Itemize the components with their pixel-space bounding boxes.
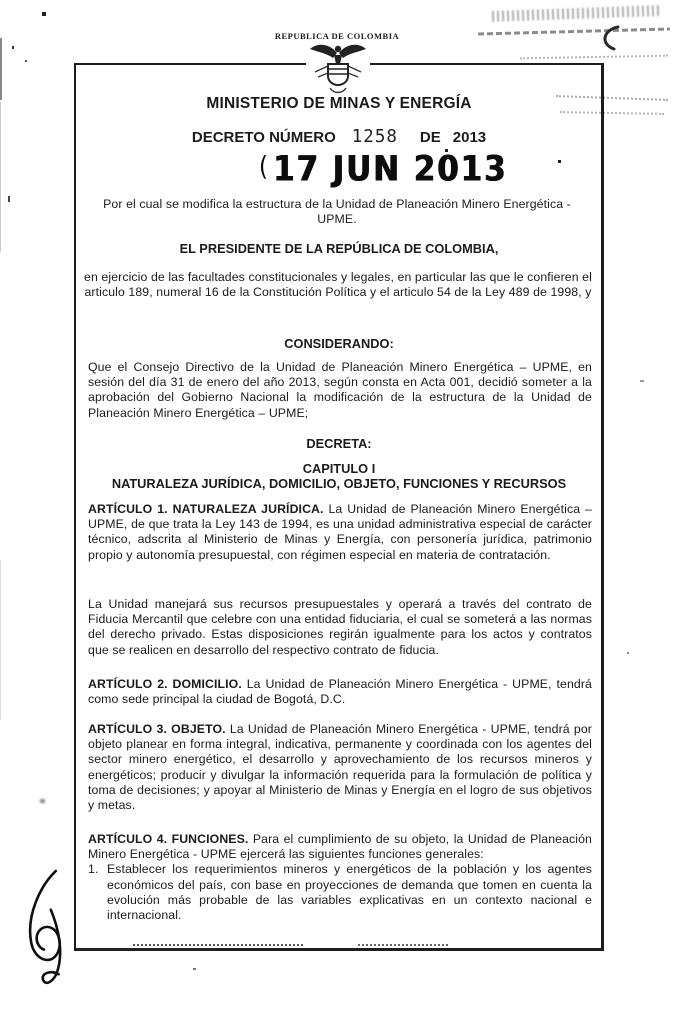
- ministry-title: MINISTERIO DE MINAS Y ENERGÍA: [206, 95, 472, 112]
- article-3-label: ARTÍCULO 3. OBJETO.: [88, 722, 226, 736]
- faded-stamp-line: [520, 55, 668, 60]
- decree-subject: Por el cual se modifica la estructura de la Unidad de Planeación Minero Energética - UPME.: [103, 197, 571, 227]
- ink-speck: [8, 196, 10, 202]
- ink-speck: [12, 46, 14, 49]
- faded-stamp-smudge: [492, 5, 660, 22]
- decree-of: DE: [419, 129, 441, 146]
- article-1-text: La Unidad de Planeación Minero Energética – UPME, de que trata la Ley 143 de 1994, es una unidad administrativa especial de carácter técnico, adscrita al Ministerio de Minas y Energía, con personería jurídica, patrimonio propio y autonomía presupuestal, con régimen especial en materia de contratación.: [88, 502, 592, 562]
- dotted-border-overlay: [358, 944, 448, 946]
- president-heading: EL PRESIDENTE DE LA REPÚBLICA DE COLOMBIA,: [179, 241, 499, 256]
- article-1-label: ARTÍCULO 1. NATURALEZA JURÍDICA.: [88, 502, 324, 516]
- ink-speck: [42, 12, 46, 16]
- article-3-text: La Unidad de Planeación Minero Energética - UPME, tendrá por objeto planear en forma integral, indicativa, permanente y coordinada con los agentes del sector minero energético, el desarrollo y aprovechamiento de los recursos mineros y energéticos; producir y divulgar la información requerida para la formulación de política y toma de decisiones; y apoyar al Ministerio de Minas y Energía en el logro de sus objetivos y metas.: [88, 722, 592, 813]
- scan-edge-line: [0, 102, 1, 252]
- decreta-heading: DECRETA:: [306, 436, 372, 451]
- ink-speck: [627, 652, 629, 654]
- thick-border-segment: [75, 948, 215, 951]
- decree-prefix: DECRETO NÚMERO: [191, 129, 336, 146]
- article-1-paragraph-2: La Unidad manejará sus recursos presupuestales y operará a través del contrato de Fiducia Mercantil que celebre con una entidad fiduciaria, el cual se someterá a las normas del derecho privado. Estas disposiciones regirán igualmente para los actos y contratos que se realicen en desarrollo del respectivo contrato de fiducia.: [88, 597, 592, 657]
- article-2-text: La Unidad de Planeación Minero Energética - UPME, tendrá como sede principal la ciudad de Bogotá, D.C.: [88, 677, 592, 707]
- chapter-label: CAPITULO I: [302, 461, 376, 476]
- condor-emblem-icon: [306, 40, 370, 98]
- coat-of-arms-icon: [306, 40, 370, 98]
- considering-heading: CONSIDERANDO:: [284, 336, 394, 351]
- considering-paragraph: Que el Consejo Directivo de la Unidad de Planeación Minero Energética – UPME, en sesión del día 31 de enero del año 2013, según consta en Acta 001, decidió someter a la aprobación del Gobierno Nacional la modificación de la estructura de la Unidad de Planeación Minero Energética – UPME;: [88, 360, 592, 420]
- list-item-number: 1.: [88, 862, 99, 877]
- margin-smudge: [40, 799, 45, 803]
- stamp-paren: (: [258, 151, 268, 182]
- article-4-text: Para el cumplimiento de su objeto, la Unidad de Planeación Minero Energética - UPME ejercerá las siguientes funciones generales:: [88, 832, 592, 862]
- ink-speck: [640, 380, 644, 382]
- scan-edge-line: [0, 38, 2, 100]
- republic-label: REPUBLICA DE COLOMBIA: [274, 31, 400, 41]
- date-stamp: [134, 148, 632, 189]
- list-item-text: Establecer los requerimientos mineros y energéticos de la población y los agentes económicos del país, con base en proyecciones de demanda que tomen en cuenta la evolución más probable de las variables explicativas en un contexto nacional e internacional.: [107, 862, 592, 923]
- preamble-paragraph: en ejercicio de las facultades constitucionales y legales, en particular las que le confieren el articulo 189, numeral 16 de la Constitución Política y el articulo 54 de la Ley 489 de 1998, y: [84, 270, 592, 300]
- ink-hook-mark: [598, 24, 622, 57]
- decree-number: 1258: [351, 127, 398, 147]
- scan-edge-line: [0, 560, 1, 720]
- ink-speck: [193, 968, 196, 970]
- stamp-date-text: 17 JUN 2013: [272, 147, 508, 190]
- faded-stamp-line: [478, 27, 670, 35]
- chapter-title: NATURALEZA JURÍDICA, DOMICILIO, OBJETO, FUNCIONES Y RECURSOS: [111, 476, 567, 491]
- ink-speck: [25, 60, 27, 62]
- decree-year: 2013: [452, 129, 487, 146]
- document-border-frame: [74, 63, 604, 951]
- decree-number-line: [74, 127, 604, 147]
- handwritten-signature: [9, 863, 88, 998]
- article-2-label: ARTÍCULO 2. DOMICILIO.: [88, 677, 242, 691]
- dotted-border-overlay: [133, 944, 303, 946]
- article-4-label: ARTÍCULO 4. FUNCIONES.: [88, 832, 249, 846]
